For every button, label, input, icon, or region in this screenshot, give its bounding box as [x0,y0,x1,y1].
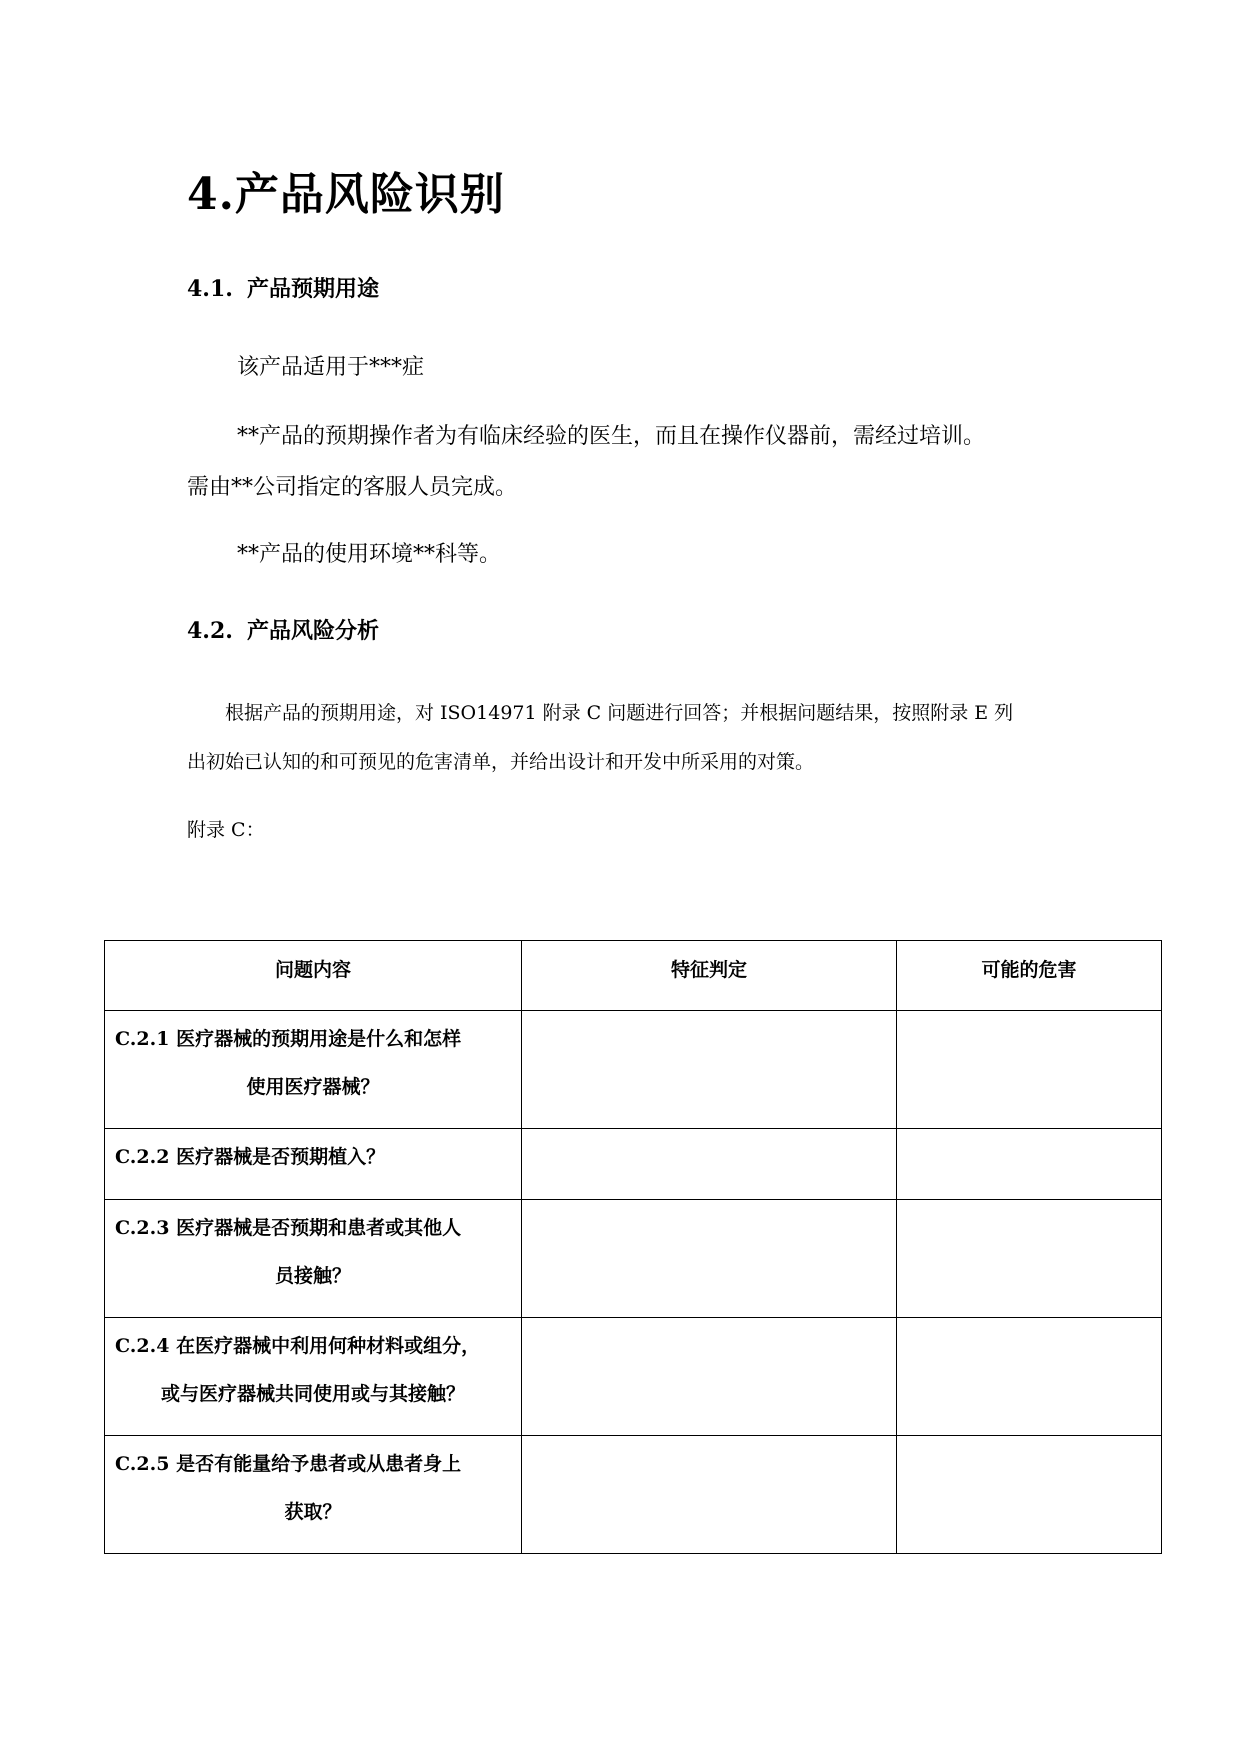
question-cell [105,1011,522,1129]
chapter-heading: 4.产品风险识别 [187,169,505,220]
table-header-row [105,941,1162,1011]
judgement-cell[interactable] [522,1129,897,1200]
table-row [105,1436,1162,1554]
paragraph-analysis-line2: 出初始已认知的和可预见的危害清单，并给出设计和开发中所采用的对策。 [187,751,815,773]
table-row [105,1129,1162,1200]
section-title: 产品预期用途 [246,276,379,302]
question-text-line2: 使用医疗器械？ [246,1076,380,1098]
hazard-cell[interactable] [897,1129,1162,1200]
section-4-2-heading [187,614,379,645]
column-header-question: 问题内容 [105,941,522,1011]
question-text-line2: 获取？ [284,1501,342,1523]
section-title: 产品风险分析 [246,618,379,644]
paragraph-operator-line1: **产品的预期操作者为有临床经验的医生，而且在操作仪器前，需经过培训。 [237,424,986,449]
question-text-line1: C.2.1 医疗器械的预期用途是什么和怎样 [115,1028,462,1050]
question-cell [105,1129,522,1200]
section-number: 4.2. [187,618,233,644]
appendix-c-label: 附录 C： [187,819,265,841]
hazard-cell[interactable] [897,1200,1162,1318]
question-text-line1: C.2.5 是否有能量给予患者或从患者身上 [115,1453,462,1475]
judgement-cell[interactable] [522,1318,897,1436]
judgement-cell[interactable] [522,1011,897,1129]
judgement-cell[interactable] [522,1436,897,1554]
question-text-line2: 或与医疗器械共同使用或与其接触？ [160,1383,465,1405]
question-text-line1: C.2.2 医疗器械是否预期植入？ [115,1146,386,1168]
section-number: 4.1. [187,276,233,302]
paragraph-environment: **产品的使用环境**科等。 [237,542,502,567]
paragraph-operator-line2: 需由**公司指定的客服人员完成。 [187,475,518,500]
paragraph-analysis-line1: 根据产品的预期用途，对 ISO14971 附录 C 问题进行回答；并根据问题结果，按照附录 E 列 [225,702,1014,724]
column-header-judgement: 特征判定 [522,941,897,1011]
appendix-c-table [104,940,1162,1554]
table-row [105,1200,1162,1318]
judgement-cell[interactable] [522,1200,897,1318]
table-row [105,1318,1162,1436]
question-cell [105,1318,522,1436]
paragraph-intended-indication: 该产品适用于***症 [237,355,425,380]
question-text-line1: C.2.3 医疗器械是否预期和患者或其他人 [115,1217,462,1239]
question-text-line2: 员接触？ [274,1265,351,1287]
question-cell [105,1436,522,1554]
question-text-line1: C.2.4 在医疗器械中利用何种材料或组分， [115,1335,481,1357]
hazard-cell[interactable] [897,1318,1162,1436]
column-header-hazard: 可能的危害 [897,941,1162,1011]
table-row [105,1011,1162,1129]
hazard-cell[interactable] [897,1011,1162,1129]
hazard-cell[interactable] [897,1436,1162,1554]
section-4-1-heading [187,272,379,303]
question-cell [105,1200,522,1318]
